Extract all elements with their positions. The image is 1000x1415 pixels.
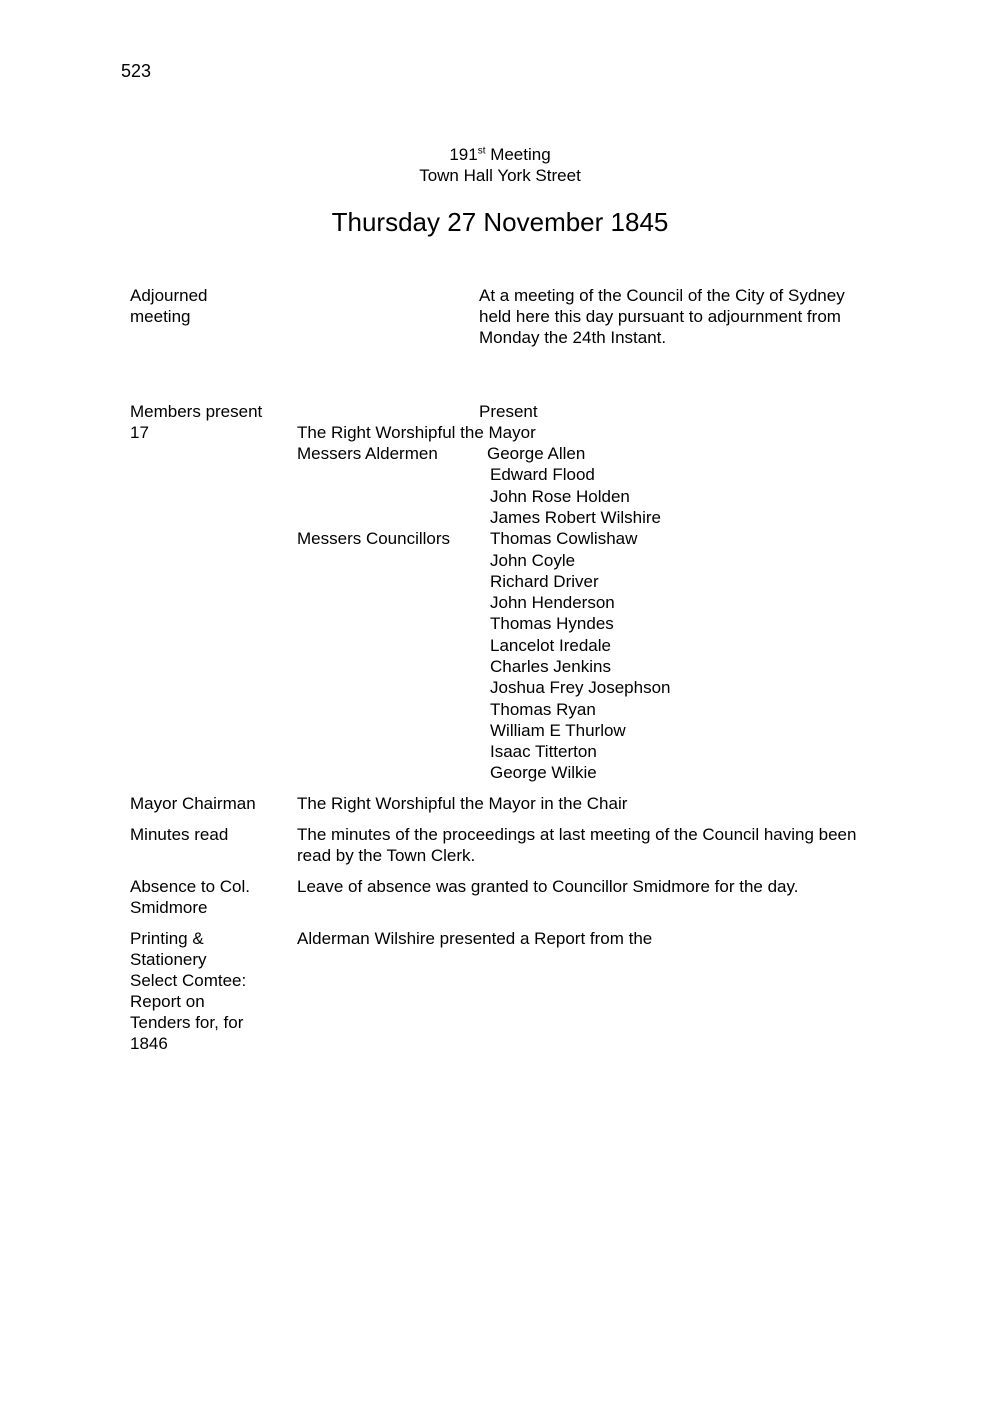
members-count: 17: [130, 423, 149, 442]
meeting-venue: Town Hall York Street: [419, 166, 581, 185]
entry-text-absence: Leave of absence was granted to Councillor Smidmore for the day.: [297, 877, 799, 896]
councillor-name: John Henderson: [490, 593, 615, 612]
councillor-name: John Coyle: [490, 551, 576, 570]
meeting-number: 191st Meeting: [449, 145, 551, 164]
alderman-name: John Rose Holden: [490, 487, 630, 506]
meeting-date: Thursday 27 November 1845: [331, 207, 669, 237]
margin-note-printing-stationery: Printing & Stationery Select Comtee: Report on Tenders for, for 1846: [130, 929, 247, 1053]
councillors-label: Messers Councillors: [297, 529, 451, 548]
councillor-name: Richard Driver: [490, 572, 599, 591]
margin-note-adjourned: Adjourned meeting: [130, 286, 208, 326]
councillor-name: Joshua Frey Josephson: [490, 678, 671, 697]
entry-text-minutes-read: The minutes of the proceedings at last meeting of the Council having been read by the Town Clerk.: [297, 825, 857, 865]
alderman-name: James Robert Wilshire: [490, 508, 661, 527]
councillor-name: Lancelot Iredale: [490, 636, 611, 655]
councillor-name: Isaac Titterton: [490, 742, 597, 761]
margin-note-mayor-chairman: Mayor Chairman: [130, 794, 256, 813]
margin-note-minutes-read: Minutes read: [130, 825, 229, 844]
entry-text-mayor-chairman: The Right Worshipful the Mayor in the Chair: [297, 794, 628, 813]
councillor-name: William E Thurlow: [490, 721, 626, 740]
margin-note-members-present: Members present: [130, 402, 263, 421]
councillor-name: Charles Jenkins: [490, 657, 611, 676]
councillor-name: Thomas Cowlishaw: [490, 529, 638, 548]
aldermen-label: Messers Aldermen: [297, 444, 438, 463]
alderman-name: George Allen: [487, 444, 586, 463]
adjourned-paragraph: At a meeting of the Council of the City of Sydney held here this day pursuant to adjournment from Monday the 24th Instant.: [479, 286, 845, 347]
councillor-name: Thomas Ryan: [490, 700, 596, 719]
page-number: 523: [121, 61, 152, 81]
entry-text-printing-stationery: Alderman Wilshire presented a Report from the: [297, 929, 653, 948]
councillor-name: George Wilkie: [490, 763, 597, 782]
alderman-name: Edward Flood: [490, 465, 595, 484]
present-label: Present: [479, 402, 538, 421]
margin-note-absence: Absence to Col. Smidmore: [130, 877, 251, 917]
councillor-name: Thomas Hyndes: [490, 614, 614, 633]
mayor-line: The Right Worshipful the Mayor: [297, 423, 536, 442]
